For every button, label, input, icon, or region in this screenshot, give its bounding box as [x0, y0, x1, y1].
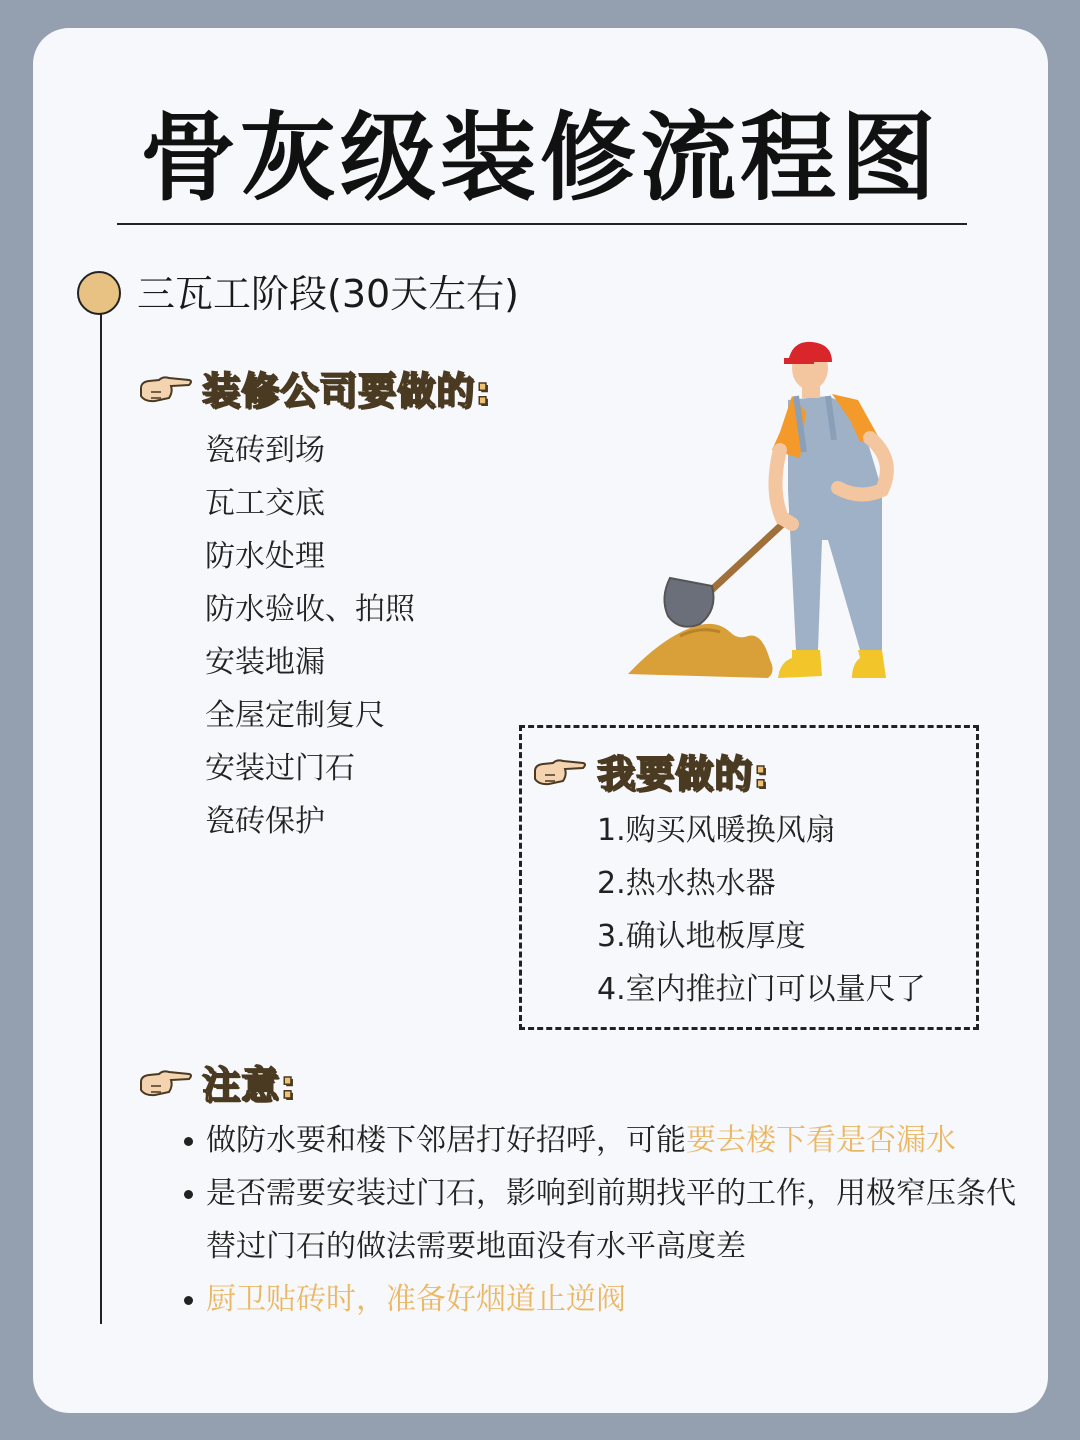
bullet-icon — [184, 1137, 193, 1146]
notes-heading: 注意: — [202, 1063, 297, 1107]
bullet-icon — [184, 1190, 193, 1199]
stage-title: 三瓦工阶段(30天左右) — [137, 272, 520, 316]
list-item: 瓷砖到场 — [205, 433, 325, 468]
pointing-hand-icon — [137, 1068, 193, 1104]
note-highlight: 要去楼下看是否漏水 — [686, 1123, 956, 1158]
company-heading: 装修公司要做的: — [202, 369, 492, 413]
notes-list — [180, 1114, 1030, 1326]
list-item: 全屋定制复尺 — [205, 698, 385, 733]
list-item: 瓷砖保护 — [205, 804, 325, 839]
timeline-dot — [77, 271, 121, 315]
company-task-list — [205, 424, 415, 848]
list-item: 瓦工交底 — [205, 486, 325, 521]
note-text: 做防水要和楼下邻居打好招呼，可能 — [206, 1123, 686, 1158]
page-title: 骨灰级装修流程图 — [140, 102, 940, 214]
worker-with-shovel-illustration — [620, 340, 920, 690]
list-item: 2.热水热水器 — [597, 866, 776, 901]
list-item: 安装过门石 — [205, 751, 355, 786]
pointing-hand-icon — [137, 374, 193, 410]
list-item: 防水处理 — [205, 539, 325, 574]
list-item: 4.室内推拉门可以量尺了 — [597, 972, 926, 1007]
note-item — [180, 1114, 1030, 1167]
note-item — [180, 1167, 1030, 1273]
list-item: 1.购买风暖换风扇 — [597, 813, 836, 848]
my-task-list — [597, 804, 926, 1016]
list-item: 防水验收、拍照 — [205, 592, 415, 627]
note-item — [180, 1273, 1030, 1326]
timeline-line — [100, 296, 102, 1324]
list-item: 3.确认地板厚度 — [597, 919, 806, 954]
pointing-hand-icon — [531, 757, 587, 793]
list-item: 安装地漏 — [205, 645, 325, 680]
title-divider — [117, 223, 967, 225]
note-highlight: 厨卫贴砖时，准备好烟道止逆阀 — [206, 1282, 626, 1317]
bullet-icon — [184, 1296, 193, 1305]
my-tasks-heading: 我要做的: — [597, 752, 770, 796]
note-text: 是否需要安装过门石，影响到前期找平的工作，用极窄压条代替过门石的做法需要地面没有水平高度差 — [206, 1176, 1016, 1264]
